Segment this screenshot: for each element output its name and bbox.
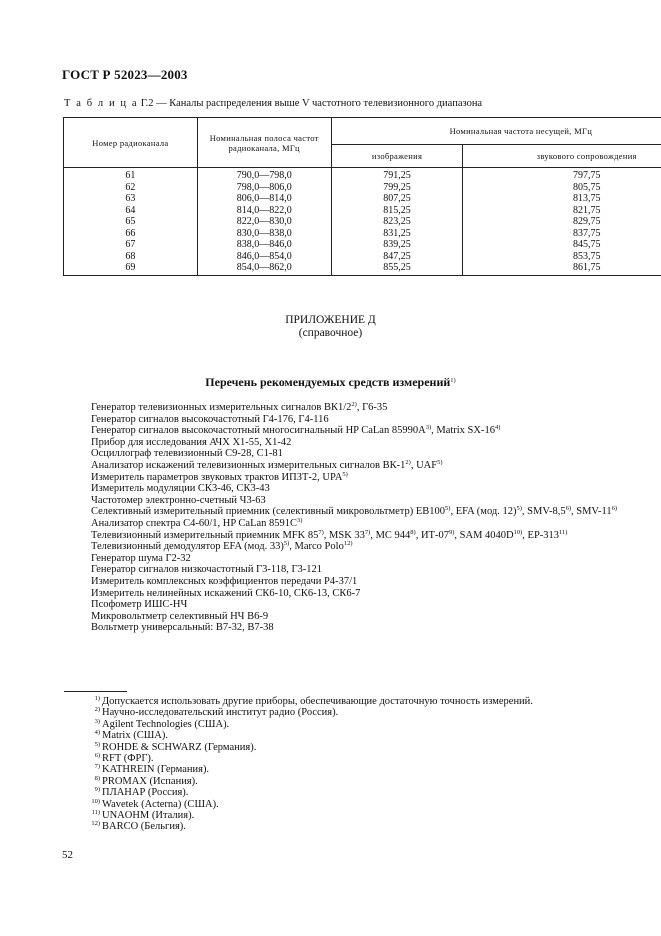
list-title-footnote-ref: 1) [450, 377, 456, 384]
item-text: Измеритель комплексных коэффициентов передачи Р4-37/1 [91, 575, 358, 587]
item-text: Измеритель нелинейных искажений СК6-10, СК6-13, СК6-7 [91, 587, 361, 599]
list-item [64, 437, 661, 449]
cell-audio-freq: 829,75 [463, 216, 661, 228]
cell-channel: 67 [125, 239, 136, 250]
appendix-heading [0, 314, 661, 340]
footnote-ref: 2) [405, 458, 411, 466]
cell-audio-freq: 813,75 [463, 193, 661, 205]
table-row [64, 228, 661, 240]
footnote-ref: 7) [318, 528, 324, 536]
cell-band: 806,0—814,0 [197, 193, 331, 205]
col-header-carrier: Номинальная частота несущей, МГц [331, 118, 661, 145]
item-text: Телевизионный измерительный приемник MFK 85 [91, 529, 319, 541]
cell-video-freq: 807,25 [331, 193, 463, 205]
appendix-title: ПРИЛОЖЕНИЕ Д [285, 314, 376, 326]
footnote-text: ROHDE & SCHWARZ (Германия). [102, 741, 257, 753]
footnote-text: UNAOHM (Италия). [102, 810, 195, 822]
footnote-text: ПЛАНАР (Россия). [102, 787, 189, 799]
footnote-ref: 3) [425, 424, 432, 432]
footnote: $^{3)}$ Agilent Technologies (США). [94, 717, 230, 730]
cell-audio-freq: 861,75 [463, 262, 661, 275]
list-item [64, 402, 661, 414]
footnote-ref: 6) [565, 505, 571, 513]
cell-video-freq: 791,25 [331, 168, 463, 182]
page-number: 52 [62, 849, 73, 861]
item-text: Анализатор спектра С4-60/1, HP CaLan 8591C [91, 517, 298, 529]
cell-band: 830,0—838,0 [197, 228, 331, 240]
cell-band: 790,0—798,0 [197, 168, 331, 182]
footnote-text: KATHREIN (Германия). [102, 764, 210, 776]
item-text: , SMV-11 [571, 506, 612, 518]
cell-channel: 63 [125, 193, 136, 204]
list-item [64, 414, 661, 426]
footnote-ref: 11) [559, 528, 568, 536]
footnote-ref: 2) [351, 401, 357, 408]
item-text: Измеритель модуляции СК3-46, СК3-43 [91, 483, 270, 495]
instruments-list [64, 402, 661, 634]
cell-band: 838,0—846,0 [197, 239, 331, 251]
table-caption [64, 98, 482, 109]
list-title [0, 375, 661, 390]
footnote-divider [64, 691, 127, 692]
col-header-band: Номинальная полоса частот радиоканала, МГц [197, 118, 331, 168]
footnote-text: RFT (ФРГ). [102, 753, 154, 765]
footnote: $^{7)}$ KATHREIN (Германия). [94, 763, 210, 776]
item-text: Генератор сигналов низкочастотный Г3-118, Г3-121 [91, 564, 323, 576]
footnote-text: Wavetek (Acterna) (США). [102, 798, 219, 810]
cell-audio-freq: 797,75 [463, 168, 661, 182]
cell-video-freq: 847,25 [331, 251, 463, 263]
table-row [64, 182, 661, 194]
item-text: Вольтметр универсальный: В7-32, В7-38 [91, 622, 274, 634]
table-row [64, 239, 661, 251]
item-text: , SAM 4040D [454, 529, 514, 541]
col-header-video: изображения [331, 145, 463, 168]
cell-channel: 69 [125, 262, 136, 273]
list-item [64, 483, 661, 495]
item-text: Селективный измерительный приемник (селективный микровольтметр) ЕВ100 [91, 506, 446, 518]
footnote-ref: 4) [494, 424, 501, 432]
item-text: , MSK 33 [323, 529, 365, 541]
footnote-text: PROMAX (Испания). [102, 775, 198, 787]
list-item [64, 448, 661, 460]
list-item [64, 553, 661, 565]
table-caption-prefix: Т а б л и ц а [64, 98, 139, 109]
list-item [64, 599, 661, 611]
item-text: , EFA (мод. 12) [450, 506, 517, 518]
item-text: Микровольтметр селективный НЧ В6-9 [91, 610, 269, 622]
table-caption-text: Г.2 — Каналы распределения выше V частотного телевизионного диапазона [140, 98, 483, 109]
footnote: $^{11)}$ UNAOHM (Италия). [91, 809, 195, 822]
item-text: , MC 944 [370, 529, 411, 541]
col-header-channel: Номер радиоканала [92, 137, 169, 148]
item-text: Генератор телевизионных измерительных сигналов ВК1/2 [91, 402, 352, 413]
footnote: $^{10)}$ Wavetek (Acterna) (США). [91, 797, 219, 810]
item-text: Частотомер электронно-счетный Ч3-63 [91, 494, 266, 506]
footnote: $^{6)}$ RFT (ФРГ). [94, 752, 154, 765]
footnote-text: Научно-исследовательский институт радио (Россия). [102, 707, 339, 719]
list-item [64, 611, 661, 623]
channels-table [63, 117, 661, 276]
footnote-ref: 10) [513, 528, 523, 536]
item-text: , UAF [410, 459, 438, 471]
cell-band: 798,0—806,0 [197, 182, 331, 194]
footnote-text: Допускается использовать другие приборы, обеспечивающие достаточную точность измерений. [102, 696, 533, 707]
cell-band: 822,0—830,0 [197, 216, 331, 228]
footnote-ref: 6) [611, 505, 618, 513]
cell-channel: 66 [125, 227, 136, 239]
item-text: Анализатор искажений телевизионных измерительных сигналов ВК-1 [91, 459, 406, 471]
list-item [64, 530, 661, 542]
footnote-ref: 7) [364, 528, 371, 536]
cell-channel: 62 [125, 181, 136, 193]
item-text: Генератор сигналов высокочастотный Г4-176, Г4-116 [91, 413, 329, 425]
footnote-ref: 12) [343, 540, 353, 548]
item-text: Осциллограф телевизионный С9-28, С1-81 [91, 448, 283, 460]
footnote-ref: 9) [448, 528, 455, 536]
item-text: , EP-313 [522, 529, 560, 541]
footnote: $^{2)}$ Научно-исследовательский институт радио (Россия). [94, 706, 339, 719]
cell-video-freq: 799,25 [331, 182, 463, 194]
footnote: $^{8)}$ PROMAX (Испания). [94, 774, 198, 787]
item-text: Прибор для исследования АЧХ Х1-55, Х1-42 [91, 436, 292, 448]
table-row [64, 216, 661, 228]
cell-video-freq: 855,25 [331, 262, 463, 275]
item-text: , Marco Polo [289, 541, 344, 553]
list-item [64, 460, 661, 472]
item-text: Псофометр ИШС-НЧ [91, 599, 188, 611]
item-text: , ИТ-07 [415, 529, 449, 541]
cell-video-freq: 831,25 [331, 228, 463, 240]
footnote-text: BARCO (Бельгия). [102, 821, 186, 833]
footnote-ref: 3) [297, 516, 303, 524]
footnote-ref: 5) [342, 470, 348, 478]
cell-audio-freq: 853,75 [463, 251, 661, 263]
standard-header: ГОСТ Р 52023—2003 [62, 67, 188, 82]
table-row [64, 205, 661, 217]
list-item [64, 564, 661, 576]
list-item [64, 518, 661, 530]
cell-channel: 64 [125, 204, 136, 216]
table-body [64, 168, 661, 276]
list-item [64, 541, 661, 553]
table-row [64, 262, 661, 275]
list-item [64, 472, 661, 484]
footnote-ref: 5) [437, 458, 443, 466]
item-text: , Matrix SX-16 [431, 425, 495, 437]
table-row [64, 251, 661, 263]
table-row [64, 193, 661, 205]
col-header-audio: звукового сопровождения [463, 145, 661, 168]
cell-channel: 68 [125, 250, 136, 262]
list-item [64, 622, 661, 634]
footnote-ref: 5) [445, 505, 451, 513]
cell-audio-freq: 845,75 [463, 239, 661, 251]
cell-audio-freq: 805,75 [463, 182, 661, 194]
list-item [64, 495, 661, 507]
cell-band: 846,0—854,0 [197, 251, 331, 263]
list-item [64, 506, 661, 518]
item-text: , SMV-8,5 [521, 506, 566, 518]
cell-channel: 61 [125, 170, 136, 181]
cell-band: 854,0—862,0 [197, 262, 331, 275]
footnote-text: Matrix (США). [102, 730, 168, 742]
table-row [64, 168, 661, 182]
footnote: $^{5)}$ ROHDE & SCHWARZ (Германия). [94, 740, 257, 753]
item-text: , Г6-35 [356, 402, 388, 413]
footnote: $^{12)}$ BARCO (Бельгия). [91, 820, 186, 833]
item-text: Измеритель параметров звуковых трактов ИПЗТ-2, UPA [91, 471, 343, 483]
footnote: $^{4)}$ Matrix (США). [94, 729, 168, 742]
cell-video-freq: 823,25 [331, 216, 463, 228]
footnote-ref: 5) [283, 540, 290, 548]
footnote-ref: 5) [516, 505, 522, 513]
footnote-text: Agilent Technologies (США). [102, 718, 230, 730]
cell-channel: 65 [125, 216, 136, 227]
footnote-ref: 8) [410, 528, 416, 536]
cell-video-freq: 839,25 [331, 239, 463, 251]
list-title-text: Перечень рекомендуемых средств измерений [205, 375, 451, 389]
footnote: $^{9)}$ ПЛАНАР (Россия). [94, 786, 189, 799]
cell-band: 814,0—822,0 [197, 205, 331, 217]
item-text: Генератор шума Г2-32 [91, 552, 191, 564]
footnote: $^{1)}$ Допускается использовать другие приборы, обеспечивающие достаточную точность измерений. [94, 695, 533, 707]
cell-audio-freq: 837,75 [463, 228, 661, 240]
appendix-subtitle: (справочное) [298, 327, 363, 339]
item-text: Генератор сигналов высокочастотный многосигнальный HP CaLan 85990A [91, 425, 426, 437]
cell-audio-freq: 821,75 [463, 205, 661, 217]
list-item [64, 576, 661, 588]
footnotes [88, 696, 533, 833]
cell-video-freq: 815,25 [331, 205, 463, 217]
list-item [64, 588, 661, 600]
list-item [64, 425, 661, 437]
item-text: Телевизионный демодулятор EFA (мод. 33) [91, 541, 284, 553]
